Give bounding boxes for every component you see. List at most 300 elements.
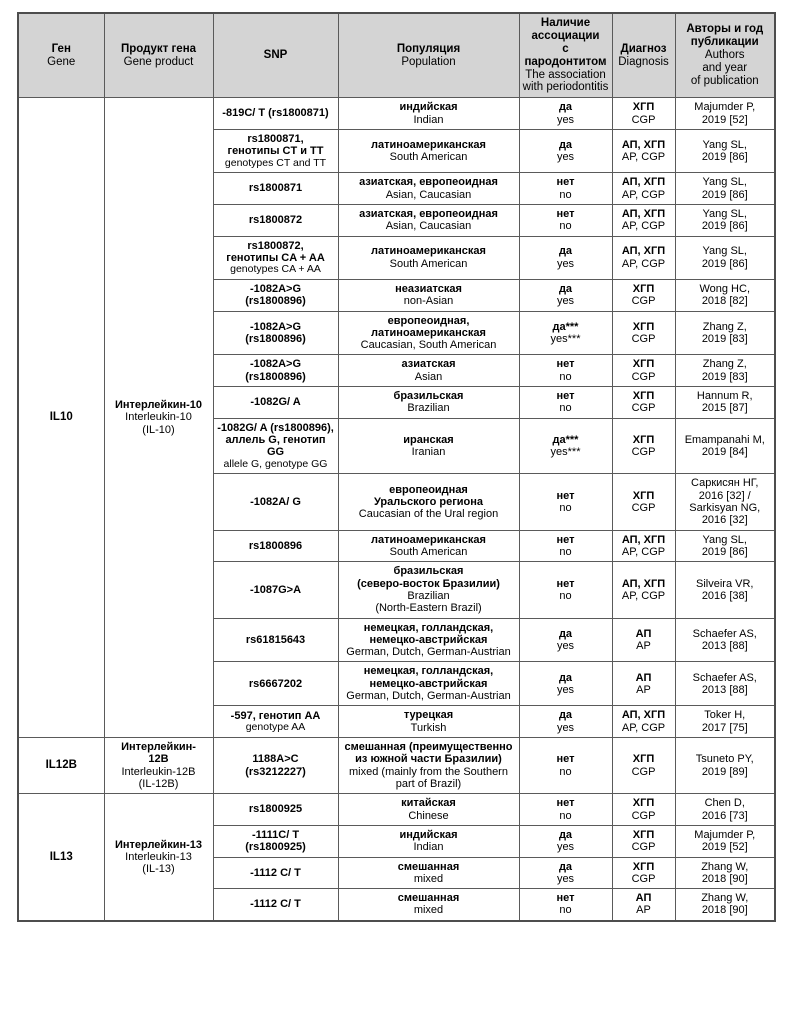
cell-population <box>338 662 519 706</box>
cell-association <box>519 173 612 205</box>
cell-snp <box>213 129 338 172</box>
column-header-association-en-line2: with periodontitis <box>522 81 609 94</box>
population-ru-line-1: индийская <box>399 828 458 841</box>
cell-gene-product <box>104 794 213 921</box>
snp-ru-line-1: -597, генотип AA <box>230 709 321 722</box>
cell-snp <box>213 825 338 857</box>
association-ru-line-1: да <box>558 627 573 640</box>
population-ru-line-1: иранская <box>403 433 454 446</box>
snp-ru-line-1: -1082G/ A <box>250 396 301 409</box>
association-en-line-1: no <box>559 188 572 201</box>
cell-association <box>519 857 612 889</box>
cell-population <box>338 387 519 419</box>
cell-snp <box>213 236 338 279</box>
population-en-line-1: Caucasian, South American <box>360 339 497 352</box>
column-header-reference-en-line2: and year <box>702 62 748 75</box>
association-ru-line-1: да <box>558 860 573 873</box>
reference-line-1: Majumder P, <box>694 101 756 114</box>
cell-diagnosis <box>612 355 675 387</box>
diagnosis-en-line-1: AP, CGP <box>621 257 666 270</box>
reference-line-2: 2019 [86] <box>701 151 748 164</box>
diagnosis-ru-line-1: АП <box>635 671 652 684</box>
population-ru-line-1: смешанная <box>397 860 460 873</box>
diagnosis-ru-line-1: ХГП <box>632 282 655 295</box>
diagnosis-en-line-1: AP, CGP <box>621 589 666 602</box>
reference-line-2: 2019 [89] <box>701 765 748 778</box>
population-ru-line-2: из южной части Бразилии) <box>355 753 502 766</box>
diagnosis-en-line-1: CGP <box>631 446 656 459</box>
diagnosis-ru-line-1: АП, ХГП <box>621 138 666 151</box>
population-ru-line-1: смешанная (преимущественно <box>344 741 513 753</box>
cell-population <box>338 355 519 387</box>
association-en-line-1: yes*** <box>550 332 581 345</box>
cell-diagnosis <box>612 173 675 205</box>
population-en-line-1: Asian, Caucasian <box>385 188 472 201</box>
population-ru-line-1: азиатская <box>401 358 456 371</box>
cell-diagnosis <box>612 662 675 706</box>
cell-diagnosis <box>612 794 675 826</box>
reference-line-2: 2019 [52] <box>701 113 748 126</box>
reference-line-1: Zhang Z, <box>702 320 747 333</box>
population-ru-line-2: Уральского региона <box>373 495 484 508</box>
diagnosis-en-line-1: CGP <box>631 502 656 514</box>
reference-line-1: Schaefer AS, <box>692 671 757 684</box>
association-ru-line-1: нет <box>556 797 575 810</box>
reference-line-1: Silveira VR, <box>696 577 754 590</box>
population-en-line-2: part of Brazil) <box>395 777 462 790</box>
cell-reference <box>675 738 775 794</box>
diagnosis-ru-line-1: АП <box>635 627 652 640</box>
cell-reference <box>675 825 775 857</box>
cell-association <box>519 889 612 921</box>
population-ru-line-1: бразильская <box>393 565 464 578</box>
cell-snp <box>213 173 338 205</box>
diagnosis-ru-line-1: АП, ХГП <box>621 577 666 590</box>
snp-ru-line-2: (rs1800896) <box>245 295 306 308</box>
population-ru-line-1: азиатская, европеоидная <box>359 207 498 220</box>
association-en-line-1: yes <box>556 113 575 126</box>
reference-line-1: Hannum R, <box>696 390 753 403</box>
population-en-line-1: Indian <box>413 841 444 854</box>
snp-ru-line-2: аллель G, генотип GG <box>225 434 326 459</box>
association-ru-line-1: нет <box>556 390 575 403</box>
population-en-line-1: mixed (mainly from the Southern <box>349 765 508 778</box>
cell-reference <box>675 418 775 474</box>
cell-snp <box>213 857 338 889</box>
association-ru-line-1: да*** <box>552 320 579 333</box>
cell-population <box>338 562 519 618</box>
diagnosis-ru-line-1: ХГП <box>632 828 655 841</box>
cell-reference <box>675 662 775 706</box>
reference-line-2: 2018 [82] <box>701 295 748 308</box>
population-en-line-1: Brazilian <box>407 402 450 415</box>
snp-en-line-1: genotypes CT and TT <box>224 156 327 169</box>
column-header-gene-product-ru: Продукт гена <box>120 42 197 55</box>
cell-diagnosis <box>612 129 675 172</box>
association-ru-line-1: да <box>558 245 573 258</box>
cell-population <box>338 474 519 530</box>
reference-line-1: Toker H, <box>704 709 746 722</box>
snp-ru-line-1: rs1800925 <box>248 803 303 816</box>
reference-line-1: Yang SL, <box>702 533 747 546</box>
header-row <box>18 13 775 98</box>
association-en-line-1: no <box>559 220 572 233</box>
cell-gene: IL13 <box>18 794 104 921</box>
reference-line-1: Schaefer AS, <box>692 627 757 640</box>
reference-line-2: 2019 [86] <box>701 188 748 201</box>
cell-population <box>338 98 519 130</box>
population-en-line-1: Asian <box>414 370 443 383</box>
gene-product-en-line-2: (IL-10) <box>142 423 175 436</box>
snp-ru-line-1: -819C/ T (rs1800871) <box>222 107 329 120</box>
cell-population <box>338 204 519 236</box>
diagnosis-en-line-1: AP, CGP <box>621 220 666 233</box>
cell-association <box>519 204 612 236</box>
association-ru-line-1: да <box>558 101 573 114</box>
snp-ru-line-1: -1112 C/ T <box>250 898 301 911</box>
table-row <box>18 738 775 794</box>
cell-diagnosis <box>612 618 675 662</box>
reference-line-1: Tsuneto PY, <box>695 753 754 766</box>
diagnosis-en-line-1: CGP <box>631 841 656 854</box>
diagnosis-ru-line-1: ХГП <box>632 797 655 810</box>
column-header-gene-ru: Ген <box>51 42 71 55</box>
cell-association <box>519 562 612 618</box>
cell-reference <box>675 794 775 826</box>
population-ru-line-2: немецко-австрийская <box>369 677 488 690</box>
association-ru-line-1: да <box>558 828 573 841</box>
cell-association <box>519 825 612 857</box>
cell-snp <box>213 311 338 355</box>
cell-population <box>338 794 519 826</box>
population-ru-line-1: европеоидная, <box>387 314 470 327</box>
association-en-line-1: no <box>559 765 572 778</box>
reference-line-1: Саркисян НГ, <box>691 477 759 490</box>
snp-en-line-1: genotypes CA + AA <box>230 263 321 276</box>
snp-ru-line-2: (rs1800896) <box>245 332 306 345</box>
population-en-line-1: South American <box>389 257 468 270</box>
cell-reference <box>675 857 775 889</box>
cell-association <box>519 355 612 387</box>
cell-population <box>338 236 519 279</box>
cell-reference <box>675 562 775 618</box>
reference-line-2: 2013 [88] <box>701 683 748 696</box>
snp-ru-line-1: rs1800896 <box>248 539 303 552</box>
snp-ru-line-1: -1082A>G <box>249 320 302 333</box>
diagnosis-ru-line-1: ХГП <box>632 101 655 114</box>
snp-ru-line-1: -1111C/ T <box>251 828 300 841</box>
cell-population <box>338 618 519 662</box>
table-body <box>18 98 775 921</box>
cell-snp <box>213 794 338 826</box>
snp-ru-line-1: -1087G>A <box>249 583 302 596</box>
cell-diagnosis <box>612 889 675 921</box>
reference-line-2: 2018 [90] <box>701 872 748 885</box>
cell-reference <box>675 618 775 662</box>
column-header-association-ru-line2: ассоциации <box>531 29 600 42</box>
gene-product-en-line-2: (IL-13) <box>142 863 175 876</box>
cell-association <box>519 129 612 172</box>
reference-line-1: Zhang W, <box>701 860 749 873</box>
snp-ru-line-1: 1188A>C <box>252 753 299 766</box>
cell-snp <box>213 279 338 311</box>
diagnosis-ru-line-1: ХГП <box>632 390 655 403</box>
population-en-line-1: Asian, Caucasian <box>385 220 472 233</box>
reference-line-2: 2019 [84] <box>701 446 748 459</box>
snp-ru-line-2: генотипы CT и TT <box>227 145 324 158</box>
reference-line-2: 2019 [83] <box>701 370 748 383</box>
cell-population <box>338 173 519 205</box>
diagnosis-en-line-1: CGP <box>631 370 656 383</box>
cell-population <box>338 706 519 738</box>
reference-line-1: Chen D, <box>704 797 745 810</box>
diagnosis-ru-line-1: АП, ХГП <box>621 533 666 546</box>
cell-diagnosis <box>612 562 675 618</box>
cell-diagnosis <box>612 418 675 474</box>
association-en-line-1: yes <box>556 257 575 270</box>
association-ru-line-1: да <box>558 709 573 722</box>
population-en-line-1: South American <box>389 151 468 164</box>
population-en-line-1: Caucasian of the Ural region <box>358 508 499 521</box>
population-ru-line-1: бразильская <box>393 390 464 403</box>
association-ru-line-1: да <box>558 671 573 684</box>
column-header-gene <box>18 13 104 98</box>
reference-line-2: 2019 [86] <box>701 257 748 270</box>
cell-gene-product <box>104 738 213 794</box>
cell-population <box>338 530 519 562</box>
column-header-reference <box>675 13 775 98</box>
snp-ru-line-1: -1112 C/ T <box>250 866 301 879</box>
association-en-line-1: no <box>559 809 572 822</box>
association-en-line-1: no <box>559 370 572 383</box>
association-en-line-1: yes <box>556 151 575 164</box>
gene-product-en-line-1: Interleukin-13 <box>125 850 192 863</box>
column-header-reference-en-line1: Authors <box>704 49 745 62</box>
reference-line-1: Zhang W, <box>701 892 749 905</box>
reference-line-4: 2016 [32] <box>701 514 748 527</box>
cell-reference <box>675 279 775 311</box>
reference-line-2: 2018 [90] <box>701 904 748 917</box>
cell-association <box>519 98 612 130</box>
cell-diagnosis <box>612 857 675 889</box>
population-ru-line-1: турецкая <box>403 709 454 722</box>
column-header-population-ru: Популяция <box>396 42 461 55</box>
population-en-line-1: Chinese <box>408 809 449 822</box>
association-en-line-1: yes*** <box>550 446 581 459</box>
snp-ru-line-1: -1082A>G <box>249 358 302 371</box>
diagnosis-en-line-1: AP, CGP <box>621 721 666 734</box>
cell-association <box>519 530 612 562</box>
cell-diagnosis <box>612 236 675 279</box>
association-en-line-1: no <box>559 589 572 602</box>
cell-diagnosis <box>612 204 675 236</box>
snp-en-line-1: genotype AA <box>245 720 306 733</box>
gene-product-ru-line-1: Интерлейкин-10 <box>114 399 203 412</box>
population-ru-line-1: немецкая, голландская, <box>363 621 494 634</box>
column-header-snp-label: SNP <box>263 49 288 62</box>
cell-reference <box>675 355 775 387</box>
diagnosis-en-line-1: AP <box>636 683 651 696</box>
column-header-reference-en-line3: of publication <box>690 74 759 87</box>
population-en-line-1: Turkish <box>410 721 447 734</box>
association-ru-line-1: нет <box>556 577 575 590</box>
cell-diagnosis <box>612 279 675 311</box>
gene-product-ru-line-2: 12B <box>148 753 169 766</box>
population-en-line-1: Indian <box>413 113 444 126</box>
snp-en-line-1: allele G, genotype GG <box>223 457 328 470</box>
association-en-line-1: no <box>559 502 572 514</box>
table-row <box>18 794 775 826</box>
cell-association <box>519 387 612 419</box>
population-ru-line-1: немецкая, голландская, <box>363 665 494 678</box>
cell-snp <box>213 418 338 474</box>
association-en-line-1: yes <box>556 639 575 652</box>
population-ru-line-2: немецко-австрийская <box>369 633 488 646</box>
diagnosis-en-line-1: AP, CGP <box>621 151 666 164</box>
diagnosis-ru-line-1: АП, ХГП <box>621 207 666 220</box>
association-ru-line-1: да*** <box>552 433 579 446</box>
cell-reference <box>675 98 775 130</box>
diagnosis-en-line-1: CGP <box>631 765 656 778</box>
reference-line-1: Emampanahi M, <box>684 433 765 446</box>
population-ru-line-1: неазиатская <box>395 282 462 295</box>
cell-snp <box>213 562 338 618</box>
gene-product-en-line-2: (IL-12B) <box>138 777 179 790</box>
column-header-reference-ru-line2: публикации <box>690 36 759 49</box>
column-header-diagnosis-en: Diagnosis <box>618 55 669 68</box>
snp-ru-line-1: rs1800871, <box>247 132 304 145</box>
association-ru-line-1: нет <box>556 753 575 766</box>
snp-ru-line-1: rs61815643 <box>245 633 306 646</box>
cell-association <box>519 794 612 826</box>
population-ru-line-1: смешанная <box>397 892 460 905</box>
column-header-association <box>519 13 612 98</box>
column-header-snp <box>213 13 338 98</box>
reference-line-1: Majumder P, <box>694 828 756 841</box>
snp-ru-line-1: -1082G/ A (rs1800896), <box>217 421 334 434</box>
diagnosis-ru-line-1: ХГП <box>632 489 655 502</box>
cell-diagnosis <box>612 311 675 355</box>
reference-line-1: Wong HC, <box>699 282 751 295</box>
diagnosis-ru-line-1: ХГП <box>632 433 655 446</box>
population-en-line-2: (North-Eastern Brazil) <box>375 602 482 615</box>
association-en-line-1: no <box>559 904 572 917</box>
cell-snp <box>213 474 338 530</box>
diagnosis-en-line-1: AP <box>636 639 651 652</box>
gene-product-ru-line-1: Интерлейкин- <box>121 741 196 753</box>
diagnosis-ru-line-1: АП, ХГП <box>621 245 666 258</box>
population-en-line-1: Iranian <box>411 446 446 459</box>
cell-reference <box>675 236 775 279</box>
diagnosis-en-line-1: AP, CGP <box>621 545 666 558</box>
cell-reference <box>675 889 775 921</box>
column-header-diagnosis <box>612 13 675 98</box>
cell-population <box>338 129 519 172</box>
cell-association <box>519 738 612 794</box>
population-ru-line-1: индийская <box>399 101 458 114</box>
association-en-line-1: no <box>559 545 572 558</box>
snp-ru-line-1: rs1800871 <box>248 182 303 195</box>
column-header-population-en: Population <box>401 55 456 68</box>
diagnosis-en-line-1: AP <box>636 904 651 917</box>
reference-line-2: 2013 [88] <box>701 639 748 652</box>
population-ru-line-2: (северо-восток Бразилии) <box>357 577 500 590</box>
gene-product-en-line-1: Interleukin-12B <box>121 765 196 778</box>
snp-ru-line-1: -1082A/ G <box>250 495 301 508</box>
reference-line-1: Yang SL, <box>702 138 747 151</box>
gene-snp-association-table <box>17 12 776 922</box>
reference-line-2: 2016 [73] <box>701 809 748 822</box>
column-header-reference-ru-line1: Авторы и год <box>686 23 764 36</box>
cell-reference <box>675 129 775 172</box>
diagnosis-ru-line-1: АП, ХГП <box>621 176 666 189</box>
population-en-line-1: South American <box>389 545 468 558</box>
gene-product-ru-line-1: Интерлейкин-13 <box>114 838 203 851</box>
cell-snp <box>213 355 338 387</box>
association-ru-line-1: нет <box>556 489 575 502</box>
cell-population <box>338 825 519 857</box>
column-header-gene-product-en: Gene product <box>123 55 194 68</box>
snp-ru-line-2: (rs1800896) <box>245 370 306 383</box>
cell-snp <box>213 204 338 236</box>
cell-snp <box>213 618 338 662</box>
reference-line-2: 2019 [86] <box>701 545 748 558</box>
diagnosis-ru-line-1: ХГП <box>632 860 655 873</box>
column-header-gene-product <box>104 13 213 98</box>
cell-population <box>338 418 519 474</box>
cell-snp <box>213 738 338 794</box>
snp-ru-line-1: -1082A>G <box>249 282 302 295</box>
population-en-line-1: mixed <box>413 872 444 885</box>
cell-snp <box>213 889 338 921</box>
association-en-line-1: yes <box>556 872 575 885</box>
reference-line-2: 2015 [87] <box>701 402 748 415</box>
cell-diagnosis <box>612 530 675 562</box>
population-ru-line-1: латиноамериканская <box>371 533 486 546</box>
association-en-line-1: yes <box>556 721 575 734</box>
table-header <box>18 13 775 98</box>
cell-gene: IL12B <box>18 738 104 794</box>
cell-diagnosis <box>612 98 675 130</box>
cell-association <box>519 279 612 311</box>
cell-gene-product <box>104 98 213 738</box>
population-en-line-1: German, Dutch, German-Austrian <box>346 646 511 659</box>
table-row <box>18 98 775 130</box>
snp-ru-line-1: rs1800872 <box>248 214 303 227</box>
diagnosis-ru-line-1: АП <box>635 892 652 905</box>
cell-population <box>338 311 519 355</box>
reference-line-2: 2019 [83] <box>701 332 748 345</box>
association-ru-line-1: нет <box>556 892 575 905</box>
population-ru-line-1: азиатская, европеоидная <box>359 176 498 189</box>
reference-line-1: Yang SL, <box>702 207 747 220</box>
column-header-gene-en: Gene <box>47 55 76 68</box>
association-en-line-1: yes <box>556 683 575 696</box>
column-header-diagnosis-ru: Диагноз <box>620 42 667 55</box>
association-en-line-1: yes <box>556 841 575 854</box>
association-ru-line-1: нет <box>556 207 575 220</box>
association-ru-line-1: нет <box>556 358 575 371</box>
population-en-line-1: German, Dutch, German-Austrian <box>346 690 511 703</box>
reference-line-2: 2016 [38] <box>701 589 748 602</box>
cell-gene: IL10 <box>18 98 104 738</box>
cell-association <box>519 418 612 474</box>
cell-reference <box>675 530 775 562</box>
cell-reference <box>675 387 775 419</box>
diagnosis-en-line-1: AP, CGP <box>621 188 666 201</box>
column-header-population <box>338 13 519 98</box>
population-ru-line-2: латиноамериканская <box>371 326 486 339</box>
